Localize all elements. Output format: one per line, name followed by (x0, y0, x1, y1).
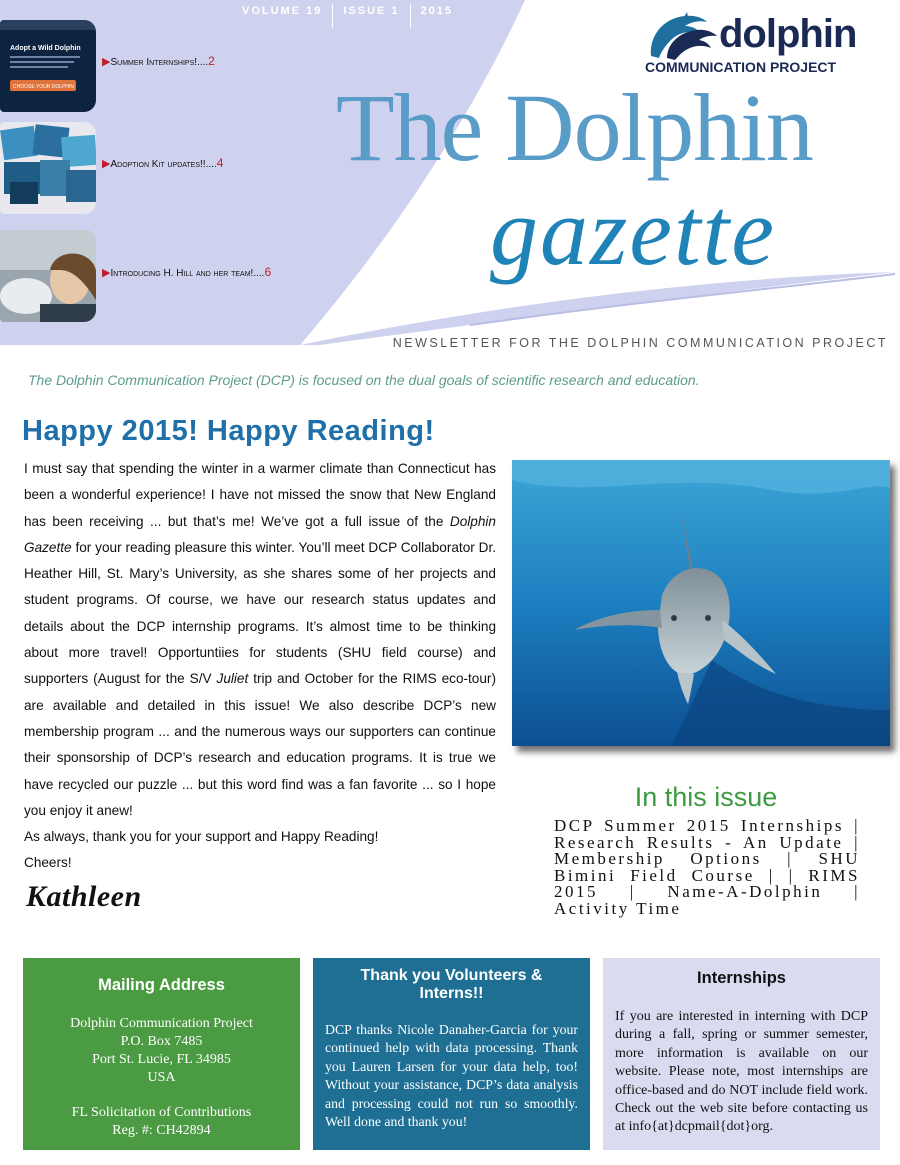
newsletter-tagline: NEWSLETTER FOR THE DOLPHIN COMMUNICATION PROJECT (392, 336, 888, 350)
adopt-title: Adopt a Wild Dolphin (10, 45, 81, 52)
internships-title: Internships (697, 969, 786, 987)
vessel-name: Juliet (216, 671, 249, 687)
volunteers-title: Thank you Volunteers & Interns!! (360, 967, 543, 1002)
volume-issue-bar (232, 4, 463, 28)
logo-wordmark: dolphin (719, 12, 857, 56)
mailing-address (23, 1015, 300, 1087)
toc-item-hill-team[interactable] (102, 265, 271, 279)
dolphin-photo (512, 460, 890, 746)
toc-item-adoption-kit[interactable] (102, 156, 223, 170)
dcp-logo (645, 10, 855, 78)
internships-box (603, 958, 880, 1150)
masthead-title: The Dolphin (336, 74, 813, 181)
toc-page: 4 (216, 156, 224, 170)
logo-subtitle: COMMUNICATION PROJECT (645, 59, 837, 75)
publication-name: Dolphin Gazette (24, 513, 496, 555)
article-closing: Cheers! (24, 855, 72, 871)
mailing-address-title: Mailing Address (98, 976, 225, 994)
article-paragraph: I must say that spending the winter in a warmer climate than Connecticut has been a wonderful experience! I have not missed the snow that New England has been receiving ... but that’s me! We’ve got a full issue of the Dolphin Gazette for your reading pleasure this winter. You’ll meet DCP Collaborator Dr. Heather Hill, St. Mary’s University, as she shares some of her projects and student programs. Of course, we have our research status updates and details about the DCP internship programs. It’s almost time to be thinking about more travel! Opportuntiies for students (SHU field course) and supporters (August for the S/V Juliet trip and October for the RIMS eco-tour) are available and detailed in this issue! We also describe DCP’s new membership program ... and the numerous ways our supporters can continue their sponsorship of DCP’s research and education programs. It is true we have recycled our puzzle ... but this word find was a fan favorite ... so I hope you enjoy it anew! (24, 461, 496, 818)
adoption-kit-thumbnail (0, 122, 96, 214)
toc-label: Adoption Kit updates!!.... (110, 159, 217, 170)
in-this-issue-list: DCP Summer 2015 Internships | Research Results - An Update | Membership Options | SHU Bimini Field Course | | RIMS 2015 | Name-A-Dolphin | Activity Time (554, 816, 860, 918)
volume-label: VOLUME 19 (232, 4, 333, 28)
mailing-address-box (23, 958, 300, 1150)
toc-label: Introducing H. Hill and her team!.... (110, 268, 265, 279)
toc-page: 6 (264, 265, 272, 279)
toc-page: 2 (208, 54, 215, 68)
toc-label: Summer Internships!.... (110, 57, 209, 68)
registration-number: Reg. #: CH42894 (112, 1123, 211, 1138)
article-body (24, 456, 496, 877)
triangle-right-icon: ▶ (102, 267, 111, 279)
masthead-subtitle: gazette (490, 178, 776, 285)
in-this-issue-title: In this issue (634, 782, 778, 812)
mission-statement: The Dolphin Communication Project (DCP) is focused on the dual goals of scientific research and education. (28, 372, 700, 388)
triangle-right-icon: ▶ (102, 56, 111, 68)
hill-team-thumbnail (0, 230, 96, 322)
solicitation-line: FL Solicitation of Contributions (71, 1105, 252, 1120)
internships-body: If you are interested in interning with DCP during a fall, spring or summer semester, more information is available on our website. Please note, most internships are office-based and do NOT include field work. Check out the web site before contacting us at info{at}dcpmail{dot}org. (615, 1009, 868, 1135)
triangle-right-icon: ▶ (102, 158, 111, 170)
article-headline: Happy 2015! Happy Reading! (22, 415, 435, 447)
volunteers-body: DCP thanks Nicole Danaher-Garcia for your continued help with data processing. Thank you Lauren Larsen for your data help, too! Without your assistance, DCP’s data analysis and processing could not run so smoothly. Well done and thank you! (325, 1022, 578, 1130)
solicitation-info (23, 1104, 300, 1140)
address-line: P.O. Box 7485 (120, 1034, 203, 1049)
adopt-button-label: CHOOSE YOUR DOLPHIN (13, 84, 75, 90)
article-thanks: As always, thank you for your support and Happy Reading! (24, 829, 379, 845)
year-label: 2015 (420, 5, 454, 17)
volunteers-box (313, 958, 590, 1150)
toc-item-internships[interactable] (102, 54, 215, 68)
signature: Kathleen (26, 880, 142, 913)
issue-label: ISSUE 1 (333, 4, 410, 28)
address-line: USA (147, 1070, 176, 1085)
dolphins-logo-icon (645, 10, 725, 60)
address-line: Port St. Lucie, FL 34985 (92, 1052, 231, 1067)
address-line: Dolphin Communication Project (70, 1016, 253, 1031)
adopt-dolphin-thumbnail (0, 20, 96, 112)
